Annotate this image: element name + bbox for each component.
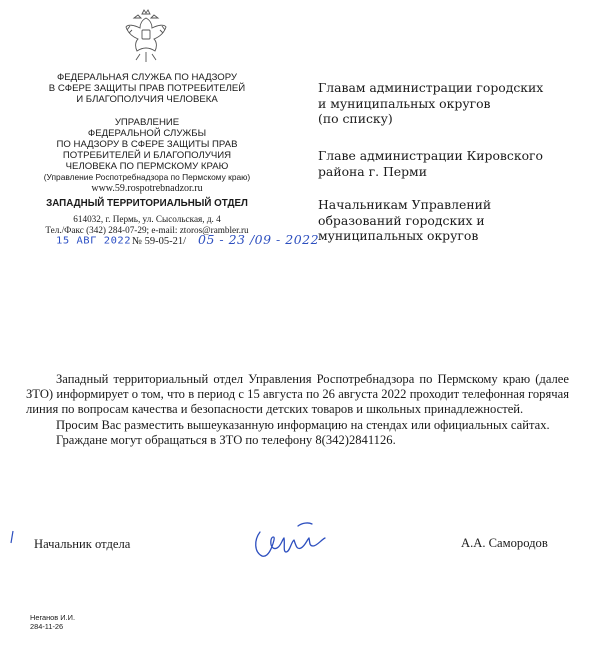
- office-name: ЗАПАДНЫЙ ТЕРРИТОРИАЛЬНЫЙ ОТДЕЛ: [46, 198, 248, 209]
- executor-name: Неганов И.И.: [30, 613, 75, 622]
- office-contacts: Тел./Факс (342) 284-07-29; e-mail: ztoros@rambler.ru: [45, 225, 249, 235]
- coat-of-arms-icon: [124, 8, 168, 66]
- margin-mark: [9, 530, 15, 544]
- department-name: УПРАВЛЕНИЕ ФЕДЕРАЛЬНОЙ СЛУЖБЫ ПО НАДЗОРУ В СФЕРЕ ЗАЩИТЫ ПРАВ ПОТРЕБИТЕЛЕЙ И БЛАГОПОЛУЧИЯ ЧЕЛОВЕКА ПО ПЕРМСКОМУ КРАЮ (Управление Роспотребнадзора по Пермскому краю): [18, 117, 276, 183]
- date-stamp: 15 АВГ 2022: [56, 235, 132, 247]
- letter-body: [26, 372, 569, 448]
- addressee-block: Начальникам Управлений образований городских и муниципальных округов: [318, 197, 492, 244]
- department-short-name: (Управление Роспотребнадзора по Пермскому краю): [43, 172, 251, 182]
- office-address: 614032, г. Пермь, ул. Сысольская, д. 4: [73, 214, 221, 224]
- executor-phone: 284-11-26: [30, 622, 64, 631]
- registration-number: № 59-05-21/: [132, 236, 187, 247]
- agency-name: ФЕДЕРАЛЬНАЯ СЛУЖБА ПО НАДЗОРУ В СФЕРЕ ЗАЩИТЫ ПРАВ ПОТРЕБИТЕЛЕЙ И БЛАГОПОЛУЧИЯ ЧЕЛОВЕКА: [48, 72, 246, 105]
- body-paragraph: Граждане могут обращаться в ЗТО по телефону 8(342)2841126.: [56, 432, 396, 447]
- handwritten-registration-number: 05 - 23 /09 - 2022: [198, 232, 320, 247]
- handwritten-signature: [250, 518, 338, 564]
- website-link: www.59.rospotrebnadzor.ru: [91, 183, 203, 194]
- body-paragraph: Просим Вас разместить вышеуказанную информацию на стендах или официальных сайтах.: [56, 417, 550, 432]
- body-paragraph: Западный территориальный отдел Управления Роспотребнадзора по Пермскому краю (далее ЗТО) информирует о том, что в период с 15 августа по 26 августа 2022 проходит телефонная горячая линия по вопросам качества и безопасности детских товаров и школьных принадлежностей.: [26, 372, 569, 417]
- signer-title: Начальник отдела: [34, 537, 131, 551]
- addressee-block: Главам администрации городских и муниципальных округов (по списку): [318, 80, 544, 127]
- addressee-block: Главе администрации Кировского района г. Перми: [318, 148, 543, 179]
- executor-info: [30, 613, 75, 631]
- signer-name: А.А. Самородов: [461, 536, 548, 550]
